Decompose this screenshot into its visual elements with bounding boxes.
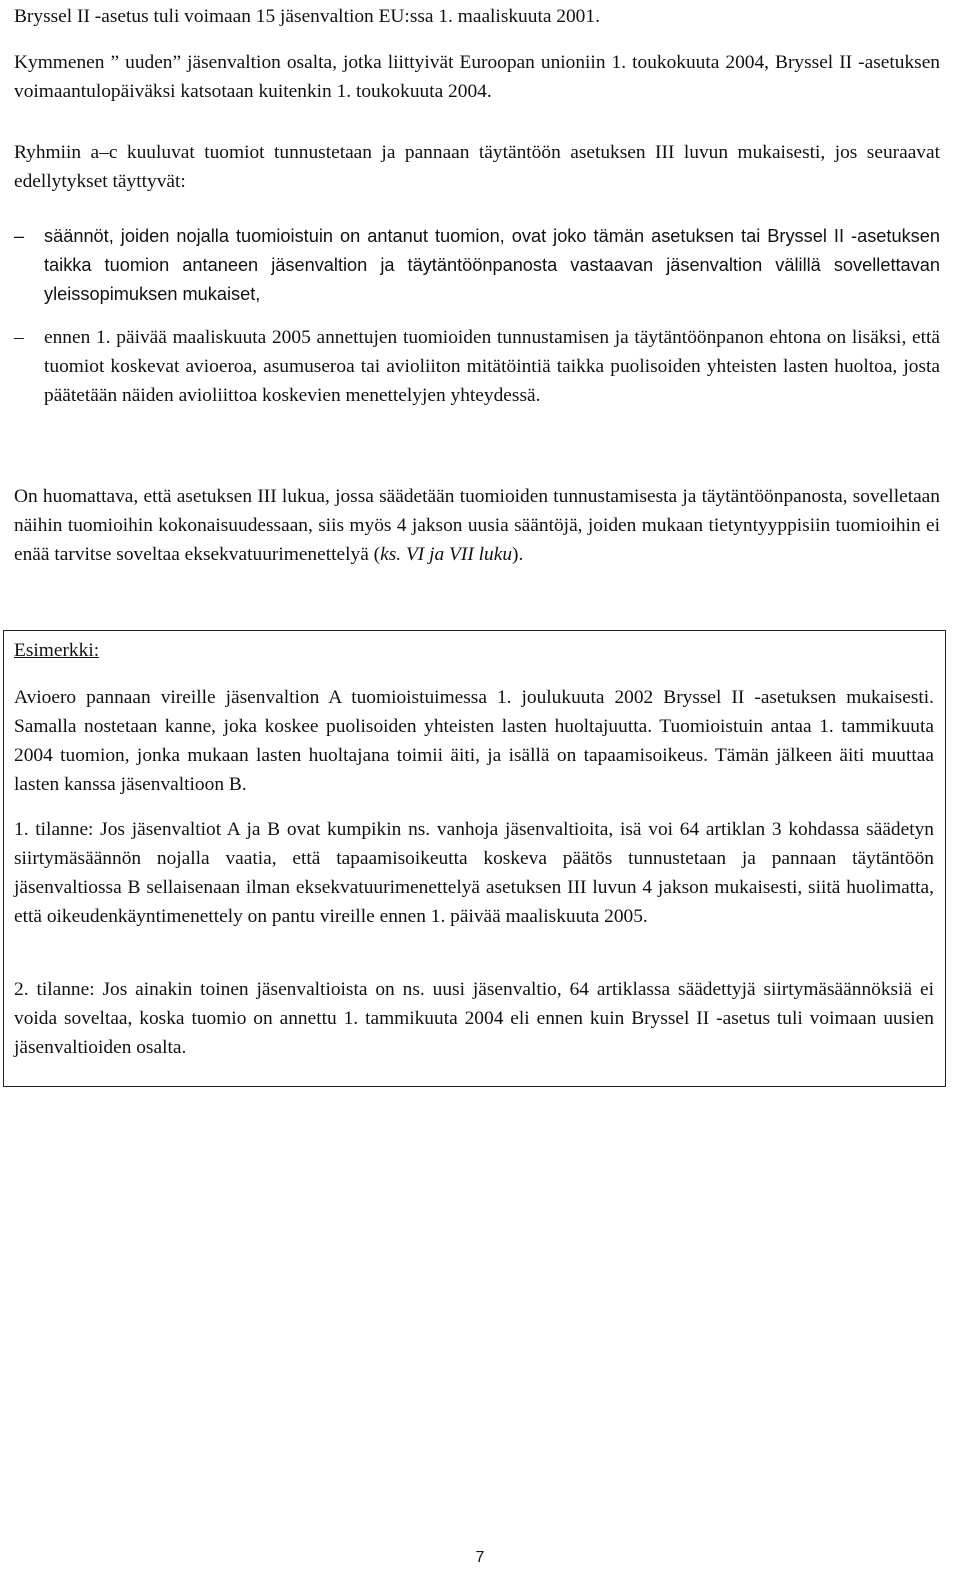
example-heading: Esimerkki: — [14, 640, 100, 661]
example-scenario: Avioero pannaan vireille jäsenvaltion A tuomioistuimessa 1. joulukuuta 2002 Bryssel II -asetuksen mukaisesti. Samalla nostetaan kanne, joka koskee puolisoiden yhteisten lasten huoltajuutta. Tuomioistuin antaa 1. tammikuuta 2004 tuomion, jonka mukaan lasten huoltajana toimii äiti, ja isällä on tapaamisoikeus. Tämän jälkeen äiti muuttaa lasten kanssa jäsenvaltioon B. — [14, 687, 934, 795]
list-item — [14, 222, 940, 309]
paragraph-chapter-iii-note — [14, 482, 940, 569]
paragraph-new-member-states: Kymmenen ” uuden” jäsenvaltion osalta, jotka liittyivät Euroopan unioniin 1. toukokuuta 2004, Bryssel II -asetuksen voimaantulopäiväksi katsotaan kuitenkin 1. toukokuuta 2004. — [14, 52, 940, 102]
dash-bullet: – — [14, 226, 25, 246]
list-item — [14, 323, 940, 410]
conditions-list — [14, 222, 940, 424]
example-box — [3, 630, 946, 1087]
paragraph-recognition-conditions: Ryhmiin a–c kuuluvat tuomiot tunnustetaan ja pannaan täytäntöön asetuksen III luvun mukaisesti, jos seuraavat edellytykset täyttyvät: — [14, 142, 940, 192]
condition-text: säännöt, joiden nojalla tuomioistuin on antanut tuomion, ovat joko tämän asetuksen tai Bryssel II -asetuksen taikka tuomion antaneen jäsenvaltion ja täytäntöönpanosta vastaavan jäsenvaltion välillä sovellettavan yleissopimuksen mukaiset, — [44, 226, 940, 304]
chapter-iii-note-tail: ). — [512, 544, 524, 565]
page-number: 7 — [475, 1549, 485, 1566]
condition-text: ennen 1. päivää maaliskuuta 2005 annettujen tuomioiden tunnustamisen ja täytäntöönpanon ehtona on lisäksi, että tuomiot koskevat avioeroa, asumuseroa tai avioliiton mitätöintiä taikka puolisoiden yhteisten lasten huoltoa, josta päätetään näiden avioliittoa koskevien menettelyjen yhteydessä. — [44, 327, 940, 406]
chapter-iii-note-text: On huomattava, että asetuksen III lukua, jossa säädetään tuomioiden tunnustamisesta ja täytäntöönpanosta, sovelletaan näihin tuomioihin kokonaisuudessaan, siis myös 4 jakson uusia sääntöjä, joiden mukaan tietyntyyppisiin tuomioihin ei enää tarvitse soveltaa eksekvatuurimenettelyä ( — [14, 486, 940, 565]
paragraph-entry-into-force: Bryssel II -asetus tuli voimaan 15 jäsenvaltion EU:ssa 1. maaliskuuta 2001. — [14, 6, 600, 27]
example-situation-2: 2. tilanne: Jos ainakin toinen jäsenvaltioista on ns. uusi jäsenvaltio, 64 artiklassa säädettyjä siirtymäsäännöksiä ei voida soveltaa, koska tuomio on annettu 1. tammikuuta 2004 eli ennen kuin Bryssel II -asetus tuli voimaan uusien jäsenvaltioiden osalta. — [14, 979, 934, 1058]
example-situation-1: 1. tilanne: Jos jäsenvaltiot A ja B ovat kumpikin ns. vanhoja jäsenvaltioita, isä voi 64 artiklan 3 kohdassa säädetyn siirtymäsäännön nojalla vaatia, että tapaamisoikeutta koskeva päätös tunnustetaan ja pannaan täytäntöön jäsenvaltiossa B sellaisenaan ilman eksekvatuurimenettelyä asetuksen III luvun 4 jakson mukaisesti, siitä huolimatta, että oikeudenkäyntimenettely on pantu vireille ennen 1. päivää maaliskuuta 2005. — [14, 819, 934, 927]
chapter-reference: ks. VI ja VII luku — [380, 544, 513, 565]
dash-bullet: – — [14, 327, 24, 348]
